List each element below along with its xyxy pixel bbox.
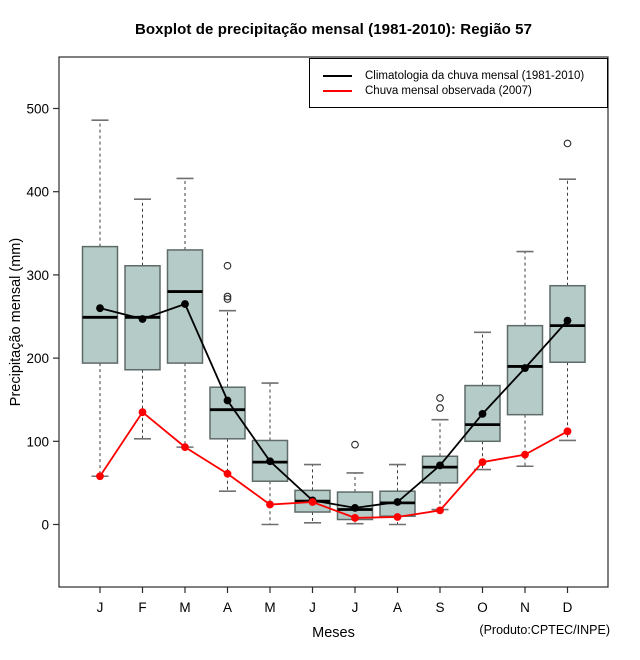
x-tick-label: J [351,600,359,615]
legend-label: Climatologia da chuva mensal (1981-2010) [365,69,585,82]
observed-point [139,408,147,416]
x-tick-label: A [392,600,403,615]
legend-label: Chuva mensal observada (2007) [365,84,532,97]
chart-title: Boxplot de precipitação mensal (1981-2010): Região 57 [134,21,533,38]
outlier-point [564,140,571,147]
y-tick-label: 0 [41,517,49,533]
boxplot-box [423,456,458,483]
x-tick-label: D [562,600,573,615]
outlier-point [437,405,444,412]
climatology-point [564,317,572,325]
x-tick-label: F [138,600,147,615]
observed-point [96,472,104,480]
climatology-point [479,410,487,418]
outlier-point [224,262,231,269]
observed-point [224,470,232,478]
observed-point [266,501,274,509]
observed-point [479,458,487,466]
y-tick-label: 500 [26,101,49,117]
observed-point [309,498,317,506]
climatology-line-sample [323,75,352,77]
climatology-point [436,462,444,470]
observed-point [394,513,402,521]
legend-item-observed [310,83,607,98]
observed-point [521,451,529,459]
legend-box [309,58,608,108]
y-axis-title: Precipitação mensal (mm) [8,237,24,407]
x-tick-label: O [477,600,488,615]
legend-item-climatology [310,68,607,83]
boxplot-box [210,387,245,439]
climatology-point [181,300,189,308]
climatology-point [394,498,402,506]
observed-point [564,427,572,435]
climatology-point [96,304,104,312]
observed-line-sample [323,90,352,92]
climatology-point [139,315,147,323]
x-tick-label: A [222,600,233,615]
x-tick-label: J [309,600,316,615]
x-tick-label: S [435,600,445,615]
outlier-point [352,441,359,448]
climatology-point [224,397,232,405]
observed-point [436,506,444,514]
outlier-point [437,395,444,402]
x-tick-label: N [520,600,530,615]
climatology-point [521,364,529,372]
x-tick-label: J [96,600,104,615]
x-tick-label: M [179,600,191,615]
y-tick-label: 400 [26,184,49,200]
observed-point [351,514,359,522]
y-tick-label: 200 [26,351,49,367]
y-tick-label: 300 [26,267,49,283]
x-axis-title: Meses [312,625,355,641]
climatology-point [351,504,359,512]
climatology-point [266,457,274,465]
observed-point [181,443,189,451]
x-tick-label: M [264,600,276,615]
product-credit: (Produto:CPTEC/INPE) [479,623,610,637]
y-tick-label: 100 [26,434,49,450]
